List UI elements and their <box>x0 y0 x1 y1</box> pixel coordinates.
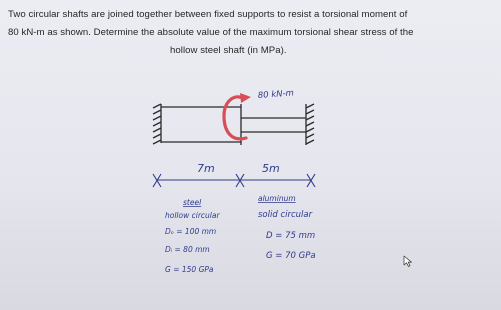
aluminum-modulus: G = 70 GPa <box>266 251 316 261</box>
left-fixed-support <box>153 104 161 144</box>
aluminum-shaft <box>241 118 306 132</box>
right-length-label: 5m <box>262 162 280 175</box>
steel-inner-diameter: Dᵢ = 80 mm <box>165 245 210 254</box>
problem-line-3: hollow steel shaft (in MPa). <box>170 45 287 56</box>
steel-outer-diameter: Dₒ = 100 mm <box>165 227 217 236</box>
torque-label: 80 kN-m <box>257 88 295 101</box>
steel-type: hollow circular <box>165 211 220 220</box>
steel-notes <box>165 198 220 274</box>
mouse-pointer-icon <box>404 256 412 267</box>
aluminum-type: solid circular <box>258 210 313 220</box>
problem-line-1: Two circular shafts are joined together between fixed supports to resist a torsional moment of <box>8 9 408 20</box>
steel-title: steel <box>183 198 202 207</box>
aluminum-diameter: D = 75 mm <box>266 231 316 241</box>
steel-shaft <box>161 107 241 142</box>
steel-modulus: G = 150 GPa <box>165 265 214 274</box>
problem-line-2: 80 kN-m as shown. Determine the absolute value of the maximum torsional shear stress of the <box>8 27 414 38</box>
left-length-label: 7m <box>197 162 215 175</box>
aluminum-notes <box>258 194 316 261</box>
aluminum-title: aluminum <box>258 194 296 203</box>
right-fixed-support <box>306 104 314 145</box>
dimension-line <box>153 174 315 187</box>
